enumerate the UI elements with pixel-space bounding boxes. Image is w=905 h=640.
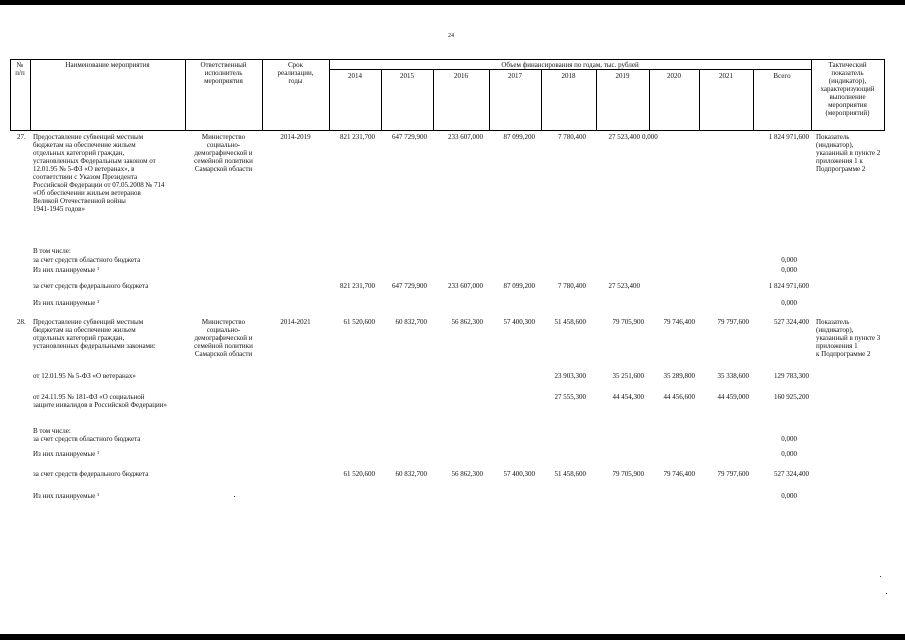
col-rule (329, 59, 330, 131)
value-2019: 79 705,900 (612, 318, 644, 326)
indicator: Показатель (индикатор), указанный в пункте 2 приложения 1 к Подпрограмме 2 (816, 133, 881, 173)
federal-budget-label: за счет средств федерального бюджета (33, 470, 149, 478)
law2-2020: 44 456,600 (663, 393, 695, 401)
measure-name: Предоставление субвенций местным бюджетам на обеспечение жильем отдельных категорий граждан, установленных Федеральным законом от 12.01.95 № 5-ФЗ «О ветеранах», в соответствии с Указом Президента Российской Федерации от 07.05.2008 № 714 «Об обеспечении жильем ветеранов Великой Отечественной войны 1941-1945 годов» (33, 133, 165, 213)
federal-2017: 87 099,200 (503, 282, 535, 290)
federal-2019: 27 523,400 (608, 282, 640, 290)
federal-2018: 51 458,600 (554, 470, 586, 478)
header-responsible: Ответственный исполнитель мероприятия (200, 61, 247, 85)
header-year: 2016 (454, 72, 468, 80)
planned-total: 0,000 (781, 266, 797, 274)
header-total: Всего (773, 72, 791, 80)
including-label: В том числе: (33, 247, 71, 255)
scan-speck (880, 576, 881, 577)
header-term: Срок реализации, годы (277, 61, 314, 85)
regional-budget-label: за счет средств областного бюджета (33, 256, 141, 264)
law-5-fz-label: от 12.01.95 № 5-ФЗ «О ветеранах» (33, 372, 136, 380)
value-2020: 79 746,400 (663, 318, 695, 326)
federal-budget-label: за счет средств федерального бюджета (33, 282, 149, 290)
planned-total: 0,000 (781, 450, 797, 458)
value-2019: 27 523,400 (608, 133, 640, 141)
scan-speck (886, 593, 887, 594)
row-number: 27. (17, 133, 26, 141)
law1-2020: 35 289,800 (663, 372, 695, 380)
law1-2018: 23 903,300 (554, 372, 586, 380)
indicator: Показатель (индикатор), указанный в пункте 3 приложения 1 к Подпрограмме 2 (816, 318, 881, 358)
federal-2016: 56 862,300 (451, 470, 483, 478)
value-2017: 87 099,200 (503, 133, 535, 141)
value-2018: 51 458,600 (554, 318, 586, 326)
header-year: 2021 (719, 72, 733, 80)
planned-label: Из них планируемые ¹ (33, 266, 100, 274)
measure-name: Предоставление субвенций местным бюджетам на обеспечение жильем отдельных категорий граждан, установленных федеральными законами: (33, 318, 156, 350)
federal-2016: 233 607,000 (448, 282, 483, 290)
col-rule (884, 59, 885, 131)
scan-top-border (0, 0, 905, 5)
value-2016: 233 607,000 (448, 133, 483, 141)
term: 2014-2021 (280, 318, 311, 326)
planned-total: 0,000 (781, 299, 797, 307)
federal-2014: 821 231,700 (340, 282, 375, 290)
law1-2019: 35 251,600 (612, 372, 644, 380)
page-number: 24 (448, 33, 454, 39)
federal-total: 1 824 971,600 (768, 282, 809, 290)
law2-total: 160 925,200 (774, 393, 809, 401)
table-top-rule (10, 59, 885, 60)
federal-2017: 57 400,300 (503, 470, 535, 478)
header-year: 2019 (615, 72, 630, 80)
scan-speck (234, 496, 235, 497)
federal-2015: 647 729,900 (392, 282, 427, 290)
value-total: 527 324,400 (774, 318, 809, 326)
law1-2021: 35 338,600 (717, 372, 749, 380)
planned-label: Из них планируемые ¹ (33, 492, 100, 500)
law-181-fz-label: от 24.11.95 № 181-ФЗ «О социальной защите инвалидов в Российской Федерации» (33, 393, 168, 409)
header-year: 2015 (400, 72, 414, 80)
federal-2019: 79 705,900 (612, 470, 644, 478)
row-number: 28. (17, 318, 26, 326)
planned-label: Из них планируемые ¹ (33, 299, 100, 307)
federal-2014: 61 520,600 (343, 470, 375, 478)
header-name: Наименование мероприятия (65, 61, 150, 69)
header-indicator: Тактический показатель (индикатор), характеризующий выполнение мероприятия (мероприятий) (820, 61, 875, 117)
value-2018: 7 780,400 (558, 133, 586, 141)
value-2021: 79 797,600 (717, 318, 749, 326)
scan-bottom-border (0, 634, 905, 640)
value-2015: 647 729,900 (392, 133, 427, 141)
value-2016: 56 862,300 (451, 318, 483, 326)
law1-total: 129 783,300 (774, 372, 809, 380)
header-year: 2020 (667, 72, 681, 80)
header-financing: Объем финансирования по годам, тыс. рублей (501, 61, 639, 69)
planned-total: 0,000 (781, 492, 797, 500)
value-2014: 61 520,600 (343, 318, 375, 326)
regional-budget-total: 0,000 (781, 435, 797, 443)
law2-2018: 27 555,300 (554, 393, 586, 401)
col-rule (30, 59, 31, 131)
value-2015: 60 832,700 (395, 318, 427, 326)
header-num: № п/п (15, 61, 25, 77)
value-total: 1 824 971,600 (768, 133, 809, 141)
regional-budget-label: за счет средств областного бюджета (33, 435, 141, 443)
responsible: Министерство социально- демографической и семейной политики Самарской области (194, 318, 253, 358)
header-year: 2017 (508, 72, 522, 80)
value-2017: 57 400,300 (503, 318, 535, 326)
law2-2021: 44 459,000 (717, 393, 749, 401)
value-2014: 821 231,700 (340, 133, 375, 141)
years-header-rule (329, 69, 811, 70)
federal-2021: 79 797,600 (717, 470, 749, 478)
header-year: 2014 (348, 72, 362, 80)
responsible: Министерство социально- демографической и семейной политики Самарской области (194, 133, 253, 173)
regional-budget-total: 0,000 (781, 256, 797, 264)
federal-2015: 60 832,700 (395, 470, 427, 478)
federal-2020: 79 746,400 (663, 470, 695, 478)
law2-2019: 44 454,300 (612, 393, 644, 401)
value-2020: 0,000 (642, 133, 658, 141)
federal-total: 527 324,400 (774, 470, 809, 478)
federal-2018: 7 780,400 (558, 282, 586, 290)
header-year: 2018 (561, 72, 576, 80)
planned-label: Из них планируемые ¹ (33, 450, 100, 458)
including-label: В том числе: (33, 427, 71, 435)
term: 2014-2019 (280, 133, 311, 141)
